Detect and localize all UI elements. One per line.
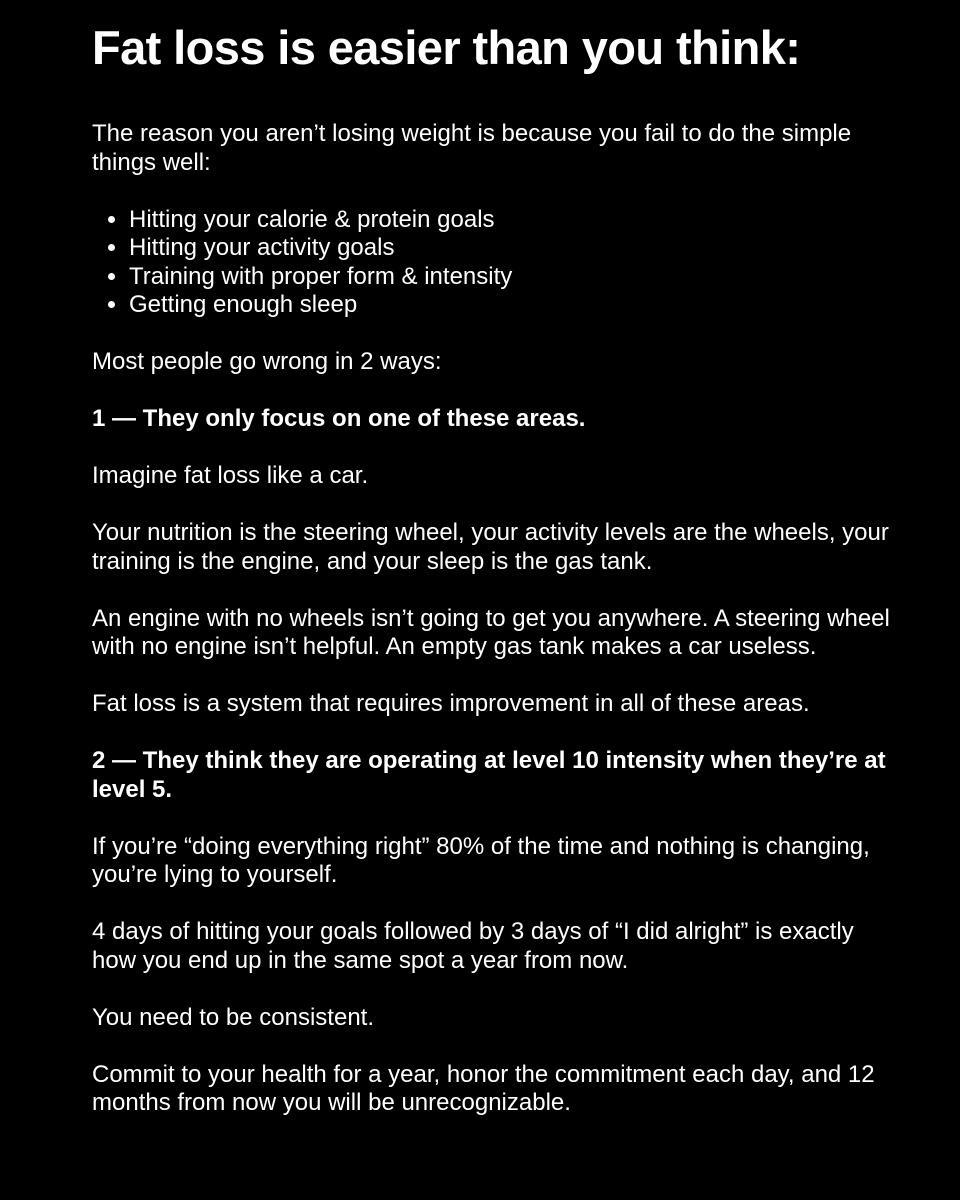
intro-paragraph: The reason you aren’t losing weight is because you fail to do the simple things well: (92, 120, 852, 176)
point-1-paragraph: Fat loss is a system that requires improvement in all of these areas. (92, 690, 810, 717)
point-2-paragraph: If you’re “doing everything right” 80% of the time and nothing is changing, you’re lying to yourself. (92, 832, 870, 888)
point-1-paragraph: An engine with no wheels isn’t going to get you anywhere. A steering wheel with no engine isn’t helpful. An empty gas tank makes a car useless. (92, 604, 890, 660)
page-title: Fat loss is easier than you think: (92, 21, 801, 74)
point-2-paragraph: Commit to your health for a year, honor the commitment each day, and 12 months from now you will be unrecognizable. (92, 1060, 875, 1116)
article (92, 18, 892, 1118)
point-2-paragraph: You need to be consistent. (92, 1003, 374, 1031)
point-1-paragraph: Your nutrition is the steering wheel, your activity levels are the wheels, your training is the engine, and your sleep is the gas tank. (92, 519, 889, 575)
point-2-heading: 2 — They think they are operating at level 10 intensity when they’re at level 5. (92, 747, 886, 803)
list-item: • Hitting your activity goals (129, 234, 892, 263)
ways-intro: Most people go wrong in 2 ways: (92, 348, 442, 375)
list-item: • Training with proper form & intensity (129, 263, 892, 292)
list-item: • Getting enough sleep (129, 291, 892, 320)
point-2-paragraph: 4 days of hitting your goals followed by 3 days of “I did alright” is exactly how you end up in the same spot a year from now. (92, 918, 854, 974)
list-item: • Hitting your calorie & protein goals (129, 206, 892, 235)
habits-list (92, 206, 892, 320)
point-1-heading: 1 — They only focus on one of these areas. (92, 405, 586, 432)
point-1-paragraph: Imagine fat loss like a car. (92, 462, 369, 489)
